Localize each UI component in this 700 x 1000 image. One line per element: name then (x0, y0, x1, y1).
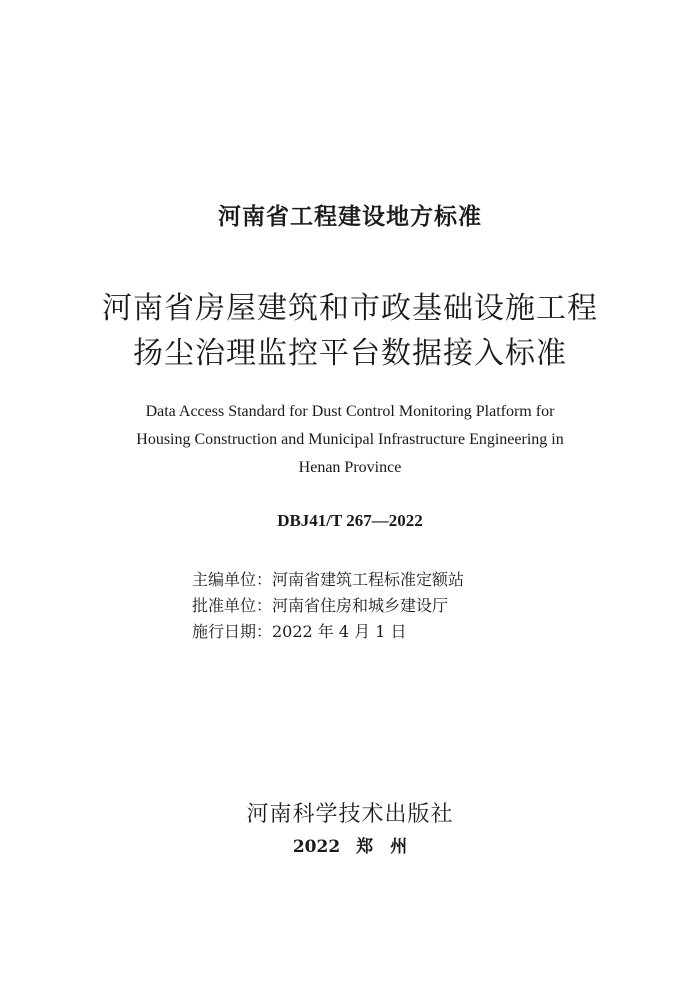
publisher: 河南科学技术出版社 (246, 802, 454, 827)
english-title-line-3: Henan Province (298, 459, 402, 476)
place-year (0, 832, 700, 857)
series-title: 河南省工程建设地方标准 (218, 204, 482, 230)
approval-unit: 批准单位：河南省住房和城乡建设厅 (192, 596, 449, 615)
publication-city: 郑 州 (356, 837, 408, 857)
effective-date: 施行日期：2022 年 4 月 1 日 (192, 622, 407, 641)
editor-unit: 主编单位：河南省建筑工程标准定额站 (192, 570, 465, 589)
publication-year: 2022 (292, 837, 341, 857)
standard-code: DBJ41/T 267—2022 (277, 511, 423, 530)
english-title-line-1: Data Access Standard for Dust Control Monitoring Platform for (145, 403, 555, 420)
english-title-line-2: Housing Construction and Municipal Infrastructure Engineering in (136, 431, 564, 448)
chinese-title-line-2: 扬尘治理监控平台数据接入标准 (133, 336, 567, 371)
chinese-title-line-1: 河南省房屋建筑和市政基础设施工程 (102, 291, 598, 326)
